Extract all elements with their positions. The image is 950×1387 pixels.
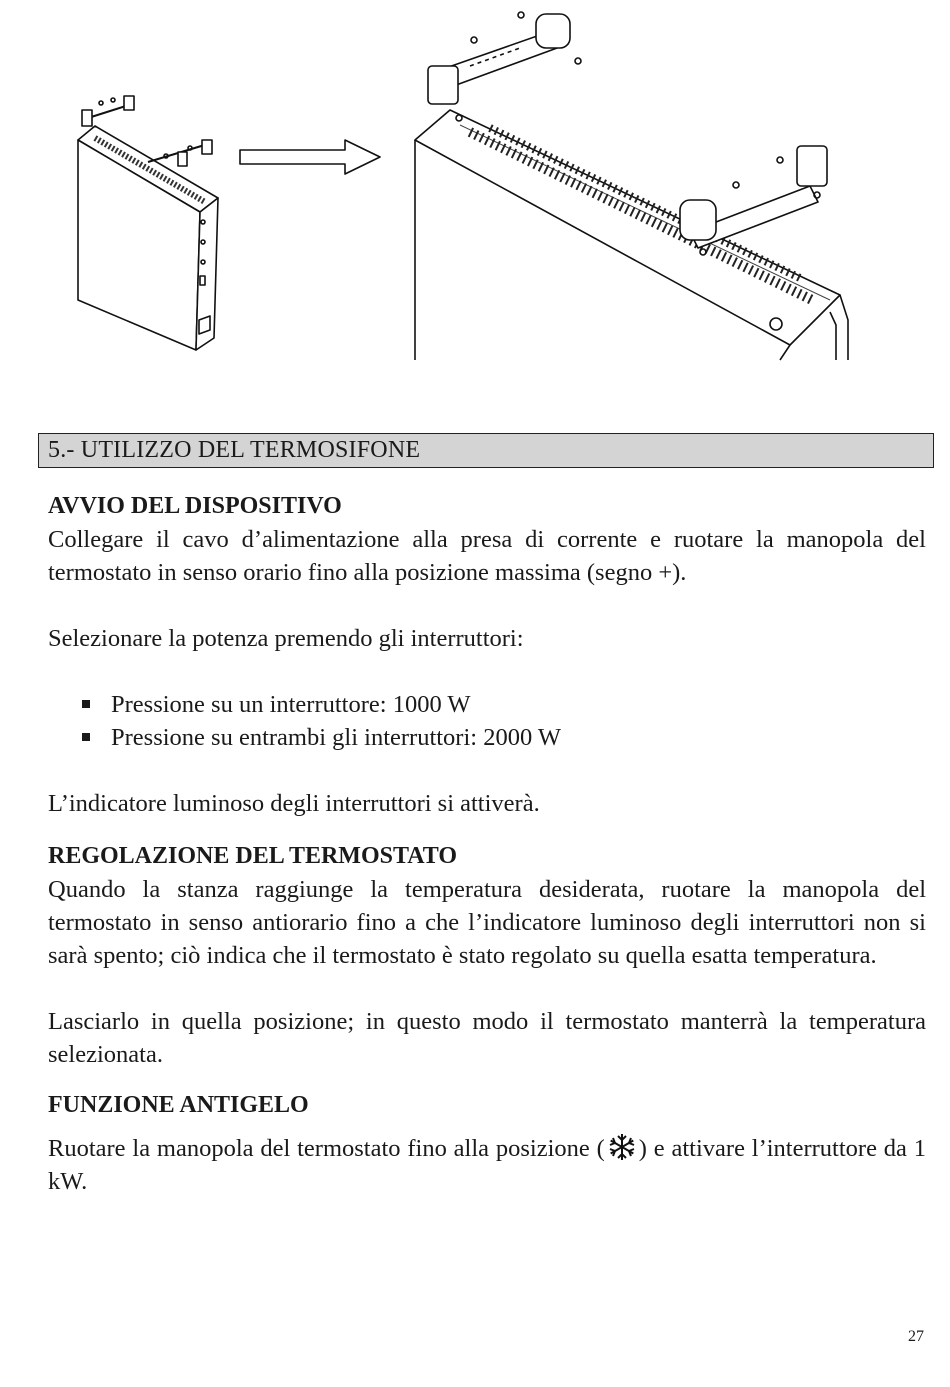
power-list bbox=[48, 688, 926, 754]
paragraph-avvio-2: Selezionare la potenza premendo gli interruttori: bbox=[48, 625, 524, 652]
list-item bbox=[48, 688, 926, 721]
paragraph-avvio-1: Collegare il cavo d’alimentazione alla presa di corrente e ruotare la manopola del termostato in senso orario fino alla posizione massima (segno +). bbox=[48, 526, 926, 586]
bullet-icon bbox=[82, 700, 90, 708]
heading-avvio: AVVIO DEL DISPOSITIVO bbox=[48, 493, 342, 519]
small-heater-drawing bbox=[78, 96, 218, 350]
list-item-text: Pressione su un interruttore: 1000 W bbox=[111, 691, 471, 718]
paragraph-termostato-2: Lasciarlo in quella posizione; in questo modo il termostato manterrà la temperatura selezionata. bbox=[48, 1008, 926, 1068]
antigelo-text-after: ) e attivare l’interruttore da 1 kW. bbox=[48, 1135, 926, 1195]
document-body bbox=[48, 490, 926, 1198]
list-item-text: Pressione su entrambi gli interruttori: 2000 W bbox=[111, 724, 562, 751]
section-title: 5.- UTILIZZO DEL TERMOSIFONE bbox=[38, 433, 934, 468]
installation-figure bbox=[0, 0, 950, 370]
heading-antigelo: FUNZIONE ANTIGELO bbox=[48, 1092, 309, 1118]
list-item bbox=[48, 721, 926, 754]
heading-termostato: REGOLAZIONE DEL TERMOSTATO bbox=[48, 843, 457, 869]
bullet-icon bbox=[82, 733, 90, 741]
large-heater-drawing bbox=[415, 12, 848, 360]
page-number: 27 bbox=[908, 1328, 924, 1345]
paragraph-avvio-3: L’indicatore luminoso degli interruttori si attiverà. bbox=[48, 790, 540, 817]
paragraph-antigelo bbox=[48, 1132, 926, 1198]
arrow-icon bbox=[240, 140, 380, 174]
antigelo-text-before: Ruotare la manopola del termostato fino alla posizione ( bbox=[48, 1135, 605, 1162]
snowflake-icon bbox=[607, 1132, 637, 1162]
paragraph-termostato-1: Quando la stanza raggiunge la temperatura desiderata, ruotare la manopola del termostato in senso antiorario fino a che l’indicatore luminoso degli interruttori non si sarà spento; ciò indica che il termostato è stato regolato su quella esatta temperatura. bbox=[48, 876, 926, 969]
